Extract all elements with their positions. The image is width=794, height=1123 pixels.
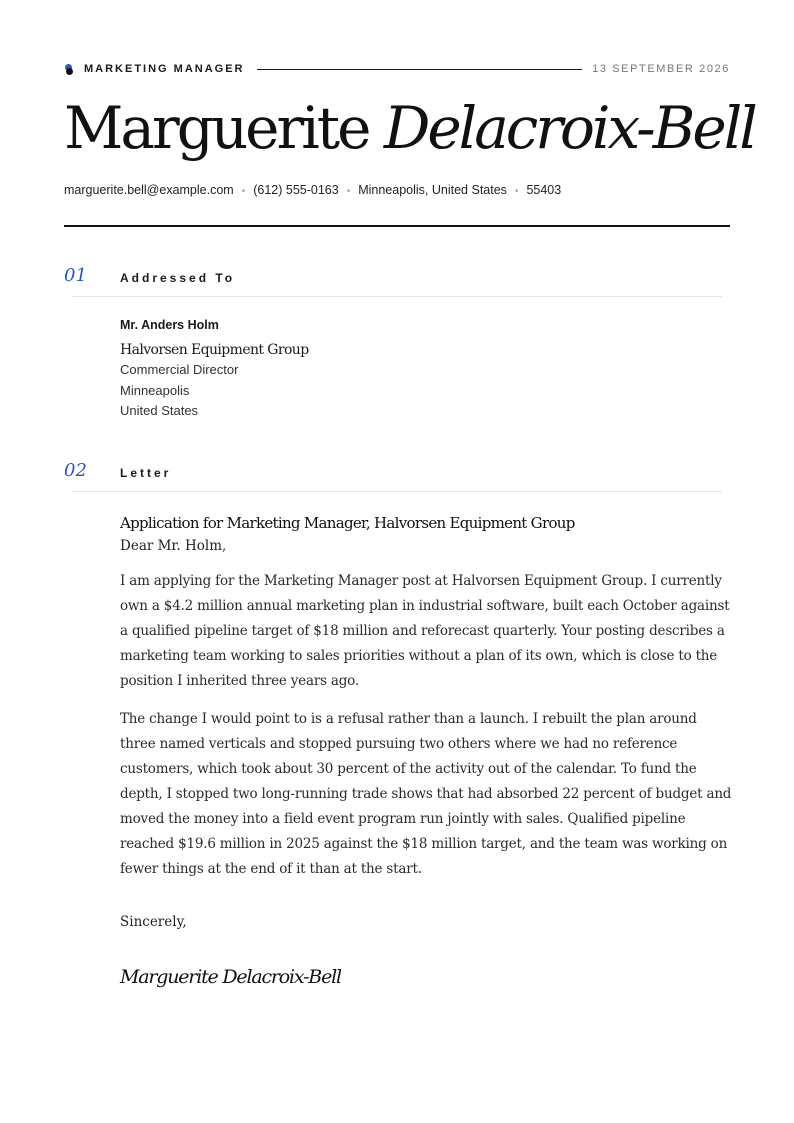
letter-closing: Sincerely, — [120, 914, 187, 930]
header-topbar — [64, 60, 730, 78]
applicant-name — [64, 92, 755, 164]
header-divider — [64, 225, 730, 227]
contact-line — [64, 183, 730, 197]
letter-paragraph: I am applying for the Marketing Manager post at Halvorsen Equipment Group. I currently own a $4.2 million annual marketing plan in industrial software, built each October against a qualified pipeline target of $18 million and reforecast quarterly. Your posting describes a marketing team working to sales priorities without a plan of its own, which is close to the position I inherited three years ago. — [120, 573, 730, 689]
brand-dot-icon — [64, 62, 74, 76]
section-divider — [72, 491, 722, 492]
section-title: Letter — [120, 466, 172, 480]
section-title: Addressed To — [120, 271, 236, 285]
contact-location: Minneapolis, United States — [358, 183, 507, 197]
section-letter — [64, 460, 722, 490]
recipient-country: United States — [120, 403, 199, 418]
first-name: Marguerite — [64, 94, 369, 162]
contact-separator: • — [241, 186, 246, 197]
contact-separator: • — [346, 186, 351, 197]
recipient-company: Halvorsen Equipment Group — [120, 342, 309, 358]
contact-email: marguerite.bell@example.com — [64, 183, 234, 197]
role-label: MARKETING MANAGER — [84, 63, 245, 75]
contact-postal: 55403 — [526, 183, 562, 197]
recipient-city: Minneapolis — [120, 382, 190, 398]
section-addressed-to — [64, 265, 722, 295]
letter-body — [120, 512, 732, 990]
letter-paragraph: The change I would point to is a refusal rather than a launch. I rebuilt the plan around three named verticals and stopped pursuing two others where we had no reference customers, which took about 30 percent of the activity out of the calendar. To fund the depth, I stopped two long-running trade shows that had absorbed 22 percent of budget and moved the money into a field event program run jointly with sales. Qualified pipeline reached $19.6 million in 2025 against the $18 million target, and the team was working on fewer things at the end of it than at the start. — [120, 711, 732, 877]
letter-date: 13 SEPTEMBER 2026 — [592, 63, 730, 75]
recipient-block — [120, 316, 720, 422]
contact-phone: (612) 555-0163 — [253, 183, 339, 197]
recipient-title: Commercial Director — [120, 362, 239, 377]
letter-subject: Application for Marketing Manager, Halvorsen Equipment Group — [120, 514, 575, 532]
last-name: Delacroix-Bell — [383, 94, 755, 162]
contact-separator: • — [514, 186, 519, 197]
letter-salutation: Dear Mr. Holm, — [120, 538, 227, 554]
section-divider — [72, 296, 722, 297]
section-number: 02 — [64, 460, 87, 481]
recipient-name: Mr. Anders Holm — [120, 318, 219, 332]
section-number: 01 — [64, 265, 87, 286]
topbar-divider — [257, 69, 583, 70]
signature: Marguerite Delacroix-Bell — [120, 966, 341, 988]
